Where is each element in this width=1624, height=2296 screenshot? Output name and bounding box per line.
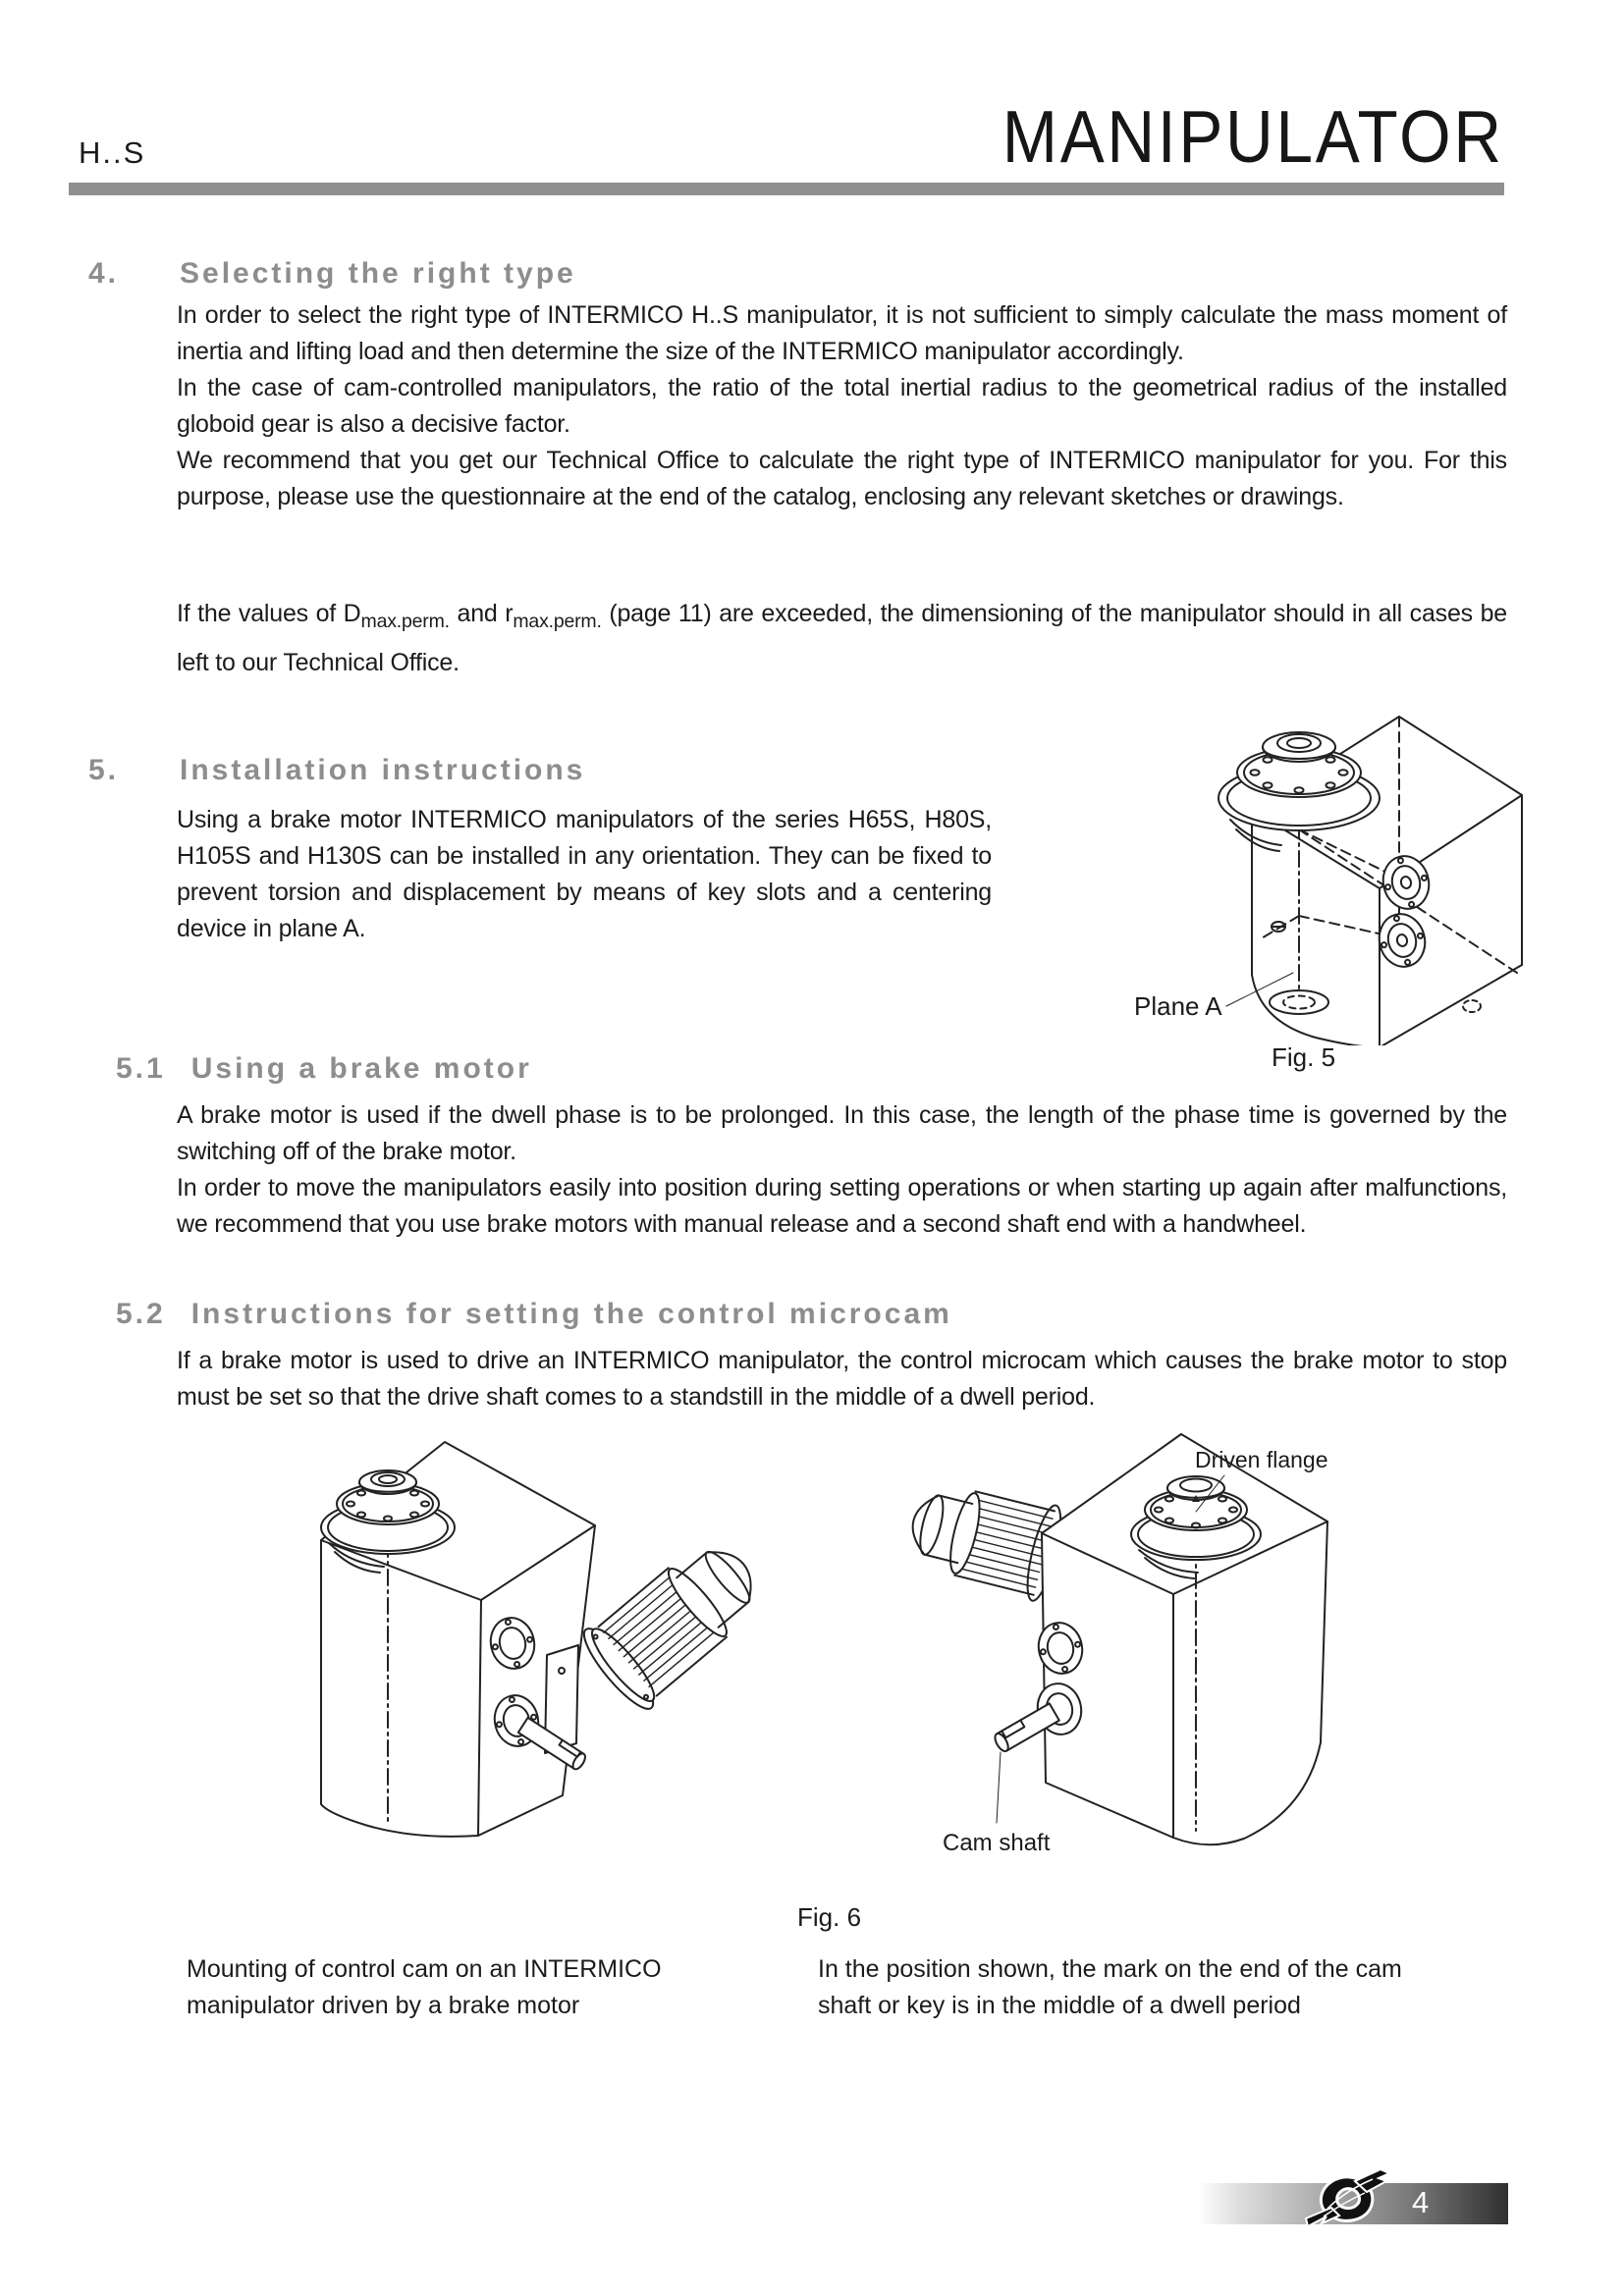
subscript: max.perm. — [360, 611, 450, 632]
page-number: 4 — [1412, 2185, 1430, 2219]
section-5-1-title: Using a brake motor — [190, 1052, 532, 1085]
dimensioning-note — [177, 593, 1507, 683]
section-5-2-title: Instructions for setting the control microcam — [190, 1298, 952, 1330]
note-text: and r — [449, 600, 514, 627]
fig6-right-drawing — [898, 1418, 1409, 1880]
note-text: (page 11) are exceeded, the dimensioning of the manipulator should in all cases be left to our Technical Office. — [177, 600, 1508, 676]
section-5-2-heading — [116, 1298, 952, 1331]
paragraph: In the case of cam-controlled manipulators, the ratio of the total inertial radius to the geometrical radius of the installed globoid gear is also a decisive factor. — [177, 374, 1507, 438]
header-rule — [69, 183, 1504, 195]
product-model: H..S — [79, 135, 146, 170]
fig6-right-caption: In the position shown, the mark on the end of the cam shaft or key is in the middle of a dwell period — [818, 1955, 1402, 2019]
section-5-2-text — [177, 1343, 1507, 1415]
section-5-1-heading — [116, 1052, 532, 1086]
section-5-heading — [88, 754, 585, 787]
paragraph: Using a brake motor INTERMICO manipulators of the series H65S, H80S, H105S and H130S can be installed in any orientation. They can be fixed to prevent torsion and displacement by means of key slots and a centering device in plane A. — [177, 806, 992, 942]
subscript: max.perm. — [513, 611, 602, 632]
driven-flange-label: Driven flange — [1195, 1447, 1328, 1472]
section-4-text — [177, 297, 1507, 515]
section-4-heading — [88, 257, 576, 291]
brake-motor — [575, 1524, 777, 1716]
brand-logo-icon — [1294, 2162, 1396, 2232]
section-5-1-text — [177, 1097, 1507, 1243]
fig5-caption: Fig. 5 — [1272, 1042, 1336, 1072]
section-5-number: 5. — [88, 754, 120, 786]
section-5-text — [177, 802, 992, 947]
side-flange-upper — [1378, 851, 1435, 914]
section-5-2-number: 5.2 — [116, 1298, 166, 1330]
paragraph: If a brake motor is used to drive an INTERMICO manipulator, the control microcam which causes the brake motor to stop must be set so that the drive shaft comes to a standstill in the middle of a dwell period. — [177, 1347, 1507, 1411]
plane-a-label: Plane A — [1134, 991, 1222, 1021]
paragraph: A brake motor is used if the dwell phase is to be prolonged. In this case, the length of the phase time is governed by the switching off of the brake motor. — [177, 1101, 1507, 1165]
section-4-title: Selecting the right type — [180, 257, 576, 290]
section-5-1-number: 5.1 — [116, 1052, 166, 1085]
fig6-left-drawing — [290, 1423, 820, 1885]
section-4-number: 4. — [88, 257, 120, 290]
fig6-left-caption: Mounting of control cam on an INTERMICO manipulator driven by a brake motor — [187, 1955, 662, 2019]
brand-title: MANIPULATOR — [1001, 95, 1504, 178]
section-5-title: Installation instructions — [180, 754, 586, 786]
paragraph: In order to move the manipulators easily into position during setting operations or when starting up again after malfunctions, we recommend that you use brake motors with manual release and a second shaft end with a handwheel. — [177, 1174, 1507, 1238]
fig6-caption: Fig. 6 — [797, 1902, 862, 1932]
side-flange-lower — [1374, 909, 1431, 972]
paragraph: We recommend that you get our Technical Office to calculate the right type of INTERMICO manipulator for you. For this purpose, please use the questionnaire at the end of the catalog, enclosing any relevant sketches or drawings. — [177, 447, 1507, 510]
cam-shaft-leader-line — [997, 1752, 1001, 1823]
fig5-manipulator-drawing — [1134, 682, 1527, 1045]
paragraph — [177, 593, 1507, 683]
paragraph: In order to select the right type of INTERMICO H..S manipulator, it is not sufficient to simply calculate the mass moment of inertia and lifting load and then determine the size of the INTERMICO manipulator accordingly. — [177, 301, 1507, 365]
cam-shaft-label: Cam shaft — [943, 1830, 1051, 1856]
note-text: If the values of D — [177, 600, 361, 627]
